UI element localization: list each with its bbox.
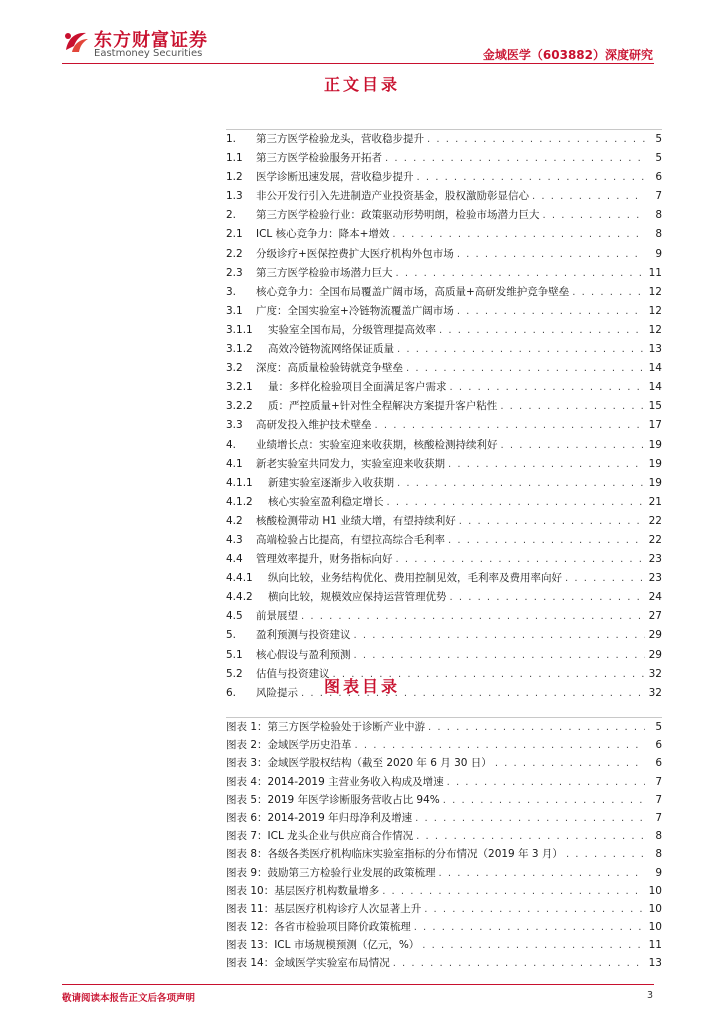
dot-leader <box>501 436 646 455</box>
dot-leader <box>500 397 645 416</box>
page-reference: 19 <box>648 457 662 470</box>
figure-caption: 图表 12：各省市检验项目降价政策梳理 <box>226 921 411 934</box>
dot-leader <box>448 531 645 550</box>
toc-entry-title: 横向比较，规模效应保持运营管理优势 <box>268 591 447 604</box>
toc-entry[interactable] <box>226 569 662 588</box>
toc-entry[interactable] <box>226 531 662 550</box>
toc-title: 正文目录 <box>323 75 400 94</box>
page-reference: 10 <box>648 902 662 915</box>
figure-list-item[interactable] <box>226 900 662 918</box>
figure-list-item[interactable] <box>226 918 662 936</box>
logo-english-name: Eastmoney Securities <box>94 48 203 59</box>
toc-entry-number: 1.3 <box>226 190 243 203</box>
dot-leader <box>355 737 645 754</box>
dot-leader <box>450 378 646 397</box>
toc-entry[interactable] <box>226 646 662 665</box>
figure-caption: 图表 13：ICL 市场规模预测（亿元，%） <box>226 939 420 952</box>
dot-leader <box>450 588 646 607</box>
toc-entry[interactable] <box>226 455 662 474</box>
figure-caption: 图表 2：金域医学历史沿革 <box>226 739 352 752</box>
page-reference: 19 <box>648 438 662 451</box>
dot-leader <box>457 302 645 321</box>
page-reference: 9 <box>655 247 662 260</box>
toc-entry-number: 4.3 <box>226 533 243 546</box>
toc-entry-number: 4.5 <box>226 610 243 623</box>
page-reference: 24 <box>648 591 662 604</box>
toc-entry-title: 高效冷链物流网络保证质量 <box>268 343 394 356</box>
page-reference: 14 <box>648 362 662 375</box>
dot-leader <box>422 937 645 954</box>
toc-entry-title: 核心实验室盈利稳定增长 <box>268 495 384 508</box>
page-reference: 8 <box>655 209 662 222</box>
dot-leader <box>387 493 646 512</box>
toc-entry-number: 5. <box>226 629 237 642</box>
dot-leader <box>495 755 645 772</box>
figure-caption: 图表 6：2014-2019 年归母净利及增速 <box>226 811 413 824</box>
toc-entry-title: 第三方医学检验服务开拓者 <box>256 152 382 165</box>
dot-leader <box>459 512 645 531</box>
figure-list-item[interactable] <box>226 864 662 882</box>
page-reference: 22 <box>648 514 662 527</box>
figure-caption: 图表 7：ICL 龙头企业与供应商合作情况 <box>226 830 414 843</box>
page-reference: 9 <box>655 866 662 879</box>
eastmoney-logo-mark-icon <box>62 28 90 56</box>
toc-entry-title: 第三方医学检验行业：政策驱动形势明朗，检验市场潜力巨大 <box>256 209 540 222</box>
toc-entry-title: 估值与投资建议 <box>256 667 330 680</box>
dot-leader <box>565 569 645 588</box>
toc-entry-number: 3.1.1 <box>226 323 253 336</box>
figure-list-item[interactable] <box>226 882 662 900</box>
page-reference: 5 <box>655 133 662 145</box>
toc-entry-title: 新老实验室共同发力，实验室迎来收获期 <box>256 457 445 470</box>
toc-entry[interactable] <box>226 359 662 378</box>
page-reference: 12 <box>648 285 662 298</box>
page-reference: 29 <box>648 629 662 642</box>
dot-leader <box>447 774 645 791</box>
table-of-contents <box>226 129 662 703</box>
dot-leader <box>375 416 646 435</box>
toc-entry-number: 3. <box>226 285 237 298</box>
figure-caption: 图表 3：金域医学股权结构（截至 2020 年 6 月 30 日） <box>226 757 492 770</box>
dot-leader <box>354 626 646 645</box>
toc-entry-title: 新建实验室逐渐步入收获期 <box>268 476 394 489</box>
dot-leader <box>566 846 645 863</box>
figure-caption: 图表 8：各级各类医疗机构临床实验室指标的分布情况（2019 年 3 月） <box>226 848 563 861</box>
toc-entry-number: 1.1 <box>226 152 243 165</box>
page-reference: 29 <box>648 648 662 661</box>
figure-list-item[interactable] <box>226 791 662 809</box>
toc-entry-number: 3.3 <box>226 419 243 432</box>
toc-entry-title: 前景展望 <box>256 610 298 623</box>
toc-entry-number: 3.2.2 <box>226 400 253 413</box>
dot-leader <box>439 321 645 340</box>
toc-entry-title: 量：多样化检验项目全面满足客户需求 <box>268 381 447 394</box>
page-reference: 13 <box>648 957 662 970</box>
page-reference: 6 <box>655 171 662 184</box>
toc-entry-number: 4.4 <box>226 553 243 566</box>
toc-entry-number: 3.1.2 <box>226 343 253 356</box>
figure-list-item[interactable] <box>226 936 662 954</box>
toc-entry-title: 深度：高质量检验铸就竞争壁垒 <box>256 362 403 375</box>
toc-entry-title: 分级诊疗+医保控费扩大医疗机构外包市场 <box>256 247 454 260</box>
figure-list-item[interactable] <box>226 718 662 736</box>
figures-title: 图表目录 <box>323 677 400 696</box>
toc-entry-number: 3.2.1 <box>226 381 253 394</box>
figure-caption: 图表 4：2014-2019 主营业务收入构成及增速 <box>226 775 444 788</box>
dot-leader <box>428 719 645 736</box>
page-reference: 12 <box>648 304 662 317</box>
report-title: 金域医学（603882）深度研究 <box>482 48 653 62</box>
eastmoney-logo <box>62 26 222 66</box>
toc-entry[interactable] <box>226 378 662 397</box>
toc-entry-number: 4.1.2 <box>226 495 253 508</box>
toc-entry-number: 2. <box>226 209 237 222</box>
toc-entry-title: 核心竞争力：全国布局覆盖广阔市场，高质量+高研发维护竞争壁垒 <box>256 285 570 298</box>
dot-leader <box>416 828 645 845</box>
toc-entry-number: 2.2 <box>226 247 243 260</box>
dot-leader <box>397 474 645 493</box>
page-reference: 6 <box>655 757 662 770</box>
toc-entry-title: 高端检验占比提高，有望拉高综合毛利率 <box>256 533 445 546</box>
toc-entry-title: 实验室全国布局，分级管理提高效率 <box>268 323 436 336</box>
toc-entry[interactable] <box>226 149 662 168</box>
toc-entry[interactable] <box>226 168 662 187</box>
dot-leader <box>543 206 646 225</box>
figure-caption: 图表 1：第三方医学检验处于诊断产业中游 <box>226 721 426 733</box>
toc-entry[interactable] <box>226 493 662 512</box>
page-reference: 23 <box>648 553 662 566</box>
dot-leader <box>396 264 646 283</box>
toc-entry-number: 4. <box>226 438 237 451</box>
toc-entry-title: 盈利预测与投资建议 <box>256 629 351 642</box>
dot-leader <box>427 130 645 149</box>
toc-entry[interactable] <box>226 397 662 416</box>
toc-entry-title: 纵向比较，业务结构优化、费用控制见效，毛利率及费用率向好 <box>268 572 562 585</box>
toc-entry-title: 风险提示 <box>256 686 298 699</box>
toc-entry-number: 3.2 <box>226 362 243 375</box>
toc-entry[interactable] <box>226 225 662 244</box>
toc-entry-number: 6. <box>226 686 237 699</box>
toc-entry-title: 管理效率提升，财务指标向好 <box>256 553 393 566</box>
toc-entry[interactable] <box>226 283 662 302</box>
toc-entry[interactable] <box>226 340 662 359</box>
page-reference: 7 <box>655 775 662 788</box>
toc-entry[interactable] <box>226 607 662 626</box>
toc-entry[interactable] <box>226 264 662 283</box>
page-reference: 32 <box>648 667 662 680</box>
toc-entry-title: 非公开发行引入先进制造产业投资基金，股权激励彰显信心 <box>256 190 529 203</box>
toc-entry-title: 第三方医学检验龙头，营收稳步提升 <box>256 133 424 145</box>
header-divider <box>62 63 654 64</box>
toc-entry-number: 4.2 <box>226 514 243 527</box>
toc-entry[interactable] <box>226 588 662 607</box>
toc-entry-title: 第三方医学检验市场潜力巨大 <box>256 266 393 279</box>
toc-entry-title: 质：严控质量+针对性全程解决方案提升客户粘性 <box>268 400 498 413</box>
page-reference: 7 <box>655 811 662 824</box>
page-reference: 5 <box>655 721 662 733</box>
page-reference: 8 <box>655 228 662 241</box>
page-reference: 10 <box>648 884 662 897</box>
toc-entry-number: 4.1 <box>226 457 243 470</box>
logo-chinese-name: 东方财富证券 <box>94 30 208 51</box>
dot-leader <box>385 149 645 168</box>
toc-entry[interactable] <box>226 416 662 435</box>
toc-entry-number: 2.3 <box>226 266 243 279</box>
dot-leader <box>532 187 645 206</box>
toc-entry-number: 2.1 <box>226 228 243 241</box>
dot-leader <box>397 340 645 359</box>
toc-entry-number: 5.2 <box>226 667 243 680</box>
toc-entry-number: 3.1 <box>226 304 243 317</box>
dot-leader <box>393 955 645 972</box>
figure-caption: 图表 5：2019 年医学诊断服务营收占比 94% <box>226 793 440 806</box>
figure-list-item[interactable] <box>226 845 662 863</box>
figure-caption: 图表 9：鼓励第三方检验行业发展的政策梳理 <box>226 866 436 879</box>
dot-leader <box>415 810 645 827</box>
page-reference: 7 <box>655 793 662 806</box>
page-reference: 13 <box>648 343 662 356</box>
toc-entry-number: 1.2 <box>226 171 243 184</box>
dot-leader <box>414 919 645 936</box>
page-reference: 7 <box>655 190 662 203</box>
toc-entry[interactable] <box>226 550 662 569</box>
toc-entry-number: 1. <box>226 133 237 145</box>
page-reference: 6 <box>655 739 662 752</box>
toc-entry[interactable] <box>226 130 662 149</box>
toc-entry-title: 医学诊断迅速发展，营收稳步提升 <box>256 171 414 184</box>
dot-leader <box>457 245 645 264</box>
figure-caption: 图表 11：基层医疗机构诊疗人次显著上升 <box>226 902 422 915</box>
page-reference: 11 <box>648 939 662 952</box>
toc-entry-title: 核心假设与盈利预测 <box>256 648 351 661</box>
dot-leader <box>448 455 645 474</box>
page-reference: 10 <box>648 921 662 934</box>
toc-entry-number: 4.4.2 <box>226 591 253 604</box>
toc-entry-title: 广度：全国实验室+冷链物流覆盖广阔市场 <box>256 304 454 317</box>
toc-entry[interactable] <box>226 206 662 225</box>
figure-caption: 图表 14：金域医学实验室布局情况 <box>226 957 390 970</box>
toc-entry-number: 4.1.1 <box>226 476 253 489</box>
page-reference: 22 <box>648 533 662 546</box>
toc-entry-title: 业绩增长点：实验室迎来收获期，核酸检测持续利好 <box>256 438 498 451</box>
dot-leader <box>396 550 646 569</box>
dot-leader <box>406 359 645 378</box>
figure-list-item[interactable] <box>226 954 662 972</box>
toc-entry[interactable] <box>226 626 662 645</box>
figure-list-item[interactable] <box>226 809 662 827</box>
toc-entry-number: 4.4.1 <box>226 572 253 585</box>
page-reference: 23 <box>648 572 662 585</box>
dot-leader <box>392 225 645 244</box>
dot-leader <box>301 607 645 626</box>
figure-list-item[interactable] <box>226 736 662 754</box>
page-reference: 32 <box>648 686 662 699</box>
toc-entry[interactable] <box>226 512 662 531</box>
dot-leader <box>354 646 646 665</box>
dot-leader <box>443 792 645 809</box>
dot-leader <box>382 883 645 900</box>
toc-entry-title: ICL 核心竞争力：降本+增效 <box>256 228 390 241</box>
toc-entry-title: 核酸检测带动 H1 业绩大增，有望持续利好 <box>256 514 456 527</box>
page-reference: 8 <box>655 848 662 861</box>
page-reference: 15 <box>648 400 662 413</box>
toc-entry[interactable] <box>226 474 662 493</box>
page-reference: 5 <box>655 152 662 165</box>
figure-list-item[interactable] <box>226 827 662 845</box>
page-reference: 8 <box>655 830 662 843</box>
dot-leader <box>572 283 645 302</box>
toc-entry[interactable] <box>226 302 662 321</box>
toc-entry-number: 5.1 <box>226 648 243 661</box>
figure-caption: 图表 10：基层医疗机构数量增多 <box>226 884 380 897</box>
figure-list <box>226 717 662 973</box>
page-reference: 21 <box>648 495 662 508</box>
page-reference: 17 <box>648 419 662 432</box>
page-number: 3 <box>646 990 653 1001</box>
figure-list-item[interactable] <box>226 754 662 772</box>
dot-leader <box>439 865 645 882</box>
toc-entry[interactable] <box>226 245 662 264</box>
page-header <box>0 0 724 70</box>
footer-divider <box>62 984 654 985</box>
toc-entry[interactable] <box>226 321 662 340</box>
dot-leader <box>417 168 646 187</box>
figure-list-item[interactable] <box>226 773 662 791</box>
page-reference: 19 <box>648 476 662 489</box>
page-reference: 14 <box>648 381 662 394</box>
toc-entry-title: 高研发投入维护技术壁垒 <box>256 419 372 432</box>
toc-entry[interactable] <box>226 436 662 455</box>
page-reference: 12 <box>648 323 662 336</box>
disclaimer-note: 敬请阅读本报告正文后各项声明 <box>62 993 196 1004</box>
page-reference: 27 <box>648 610 662 623</box>
toc-entry[interactable] <box>226 187 662 206</box>
dot-leader <box>424 901 645 918</box>
page-reference: 11 <box>648 266 662 279</box>
